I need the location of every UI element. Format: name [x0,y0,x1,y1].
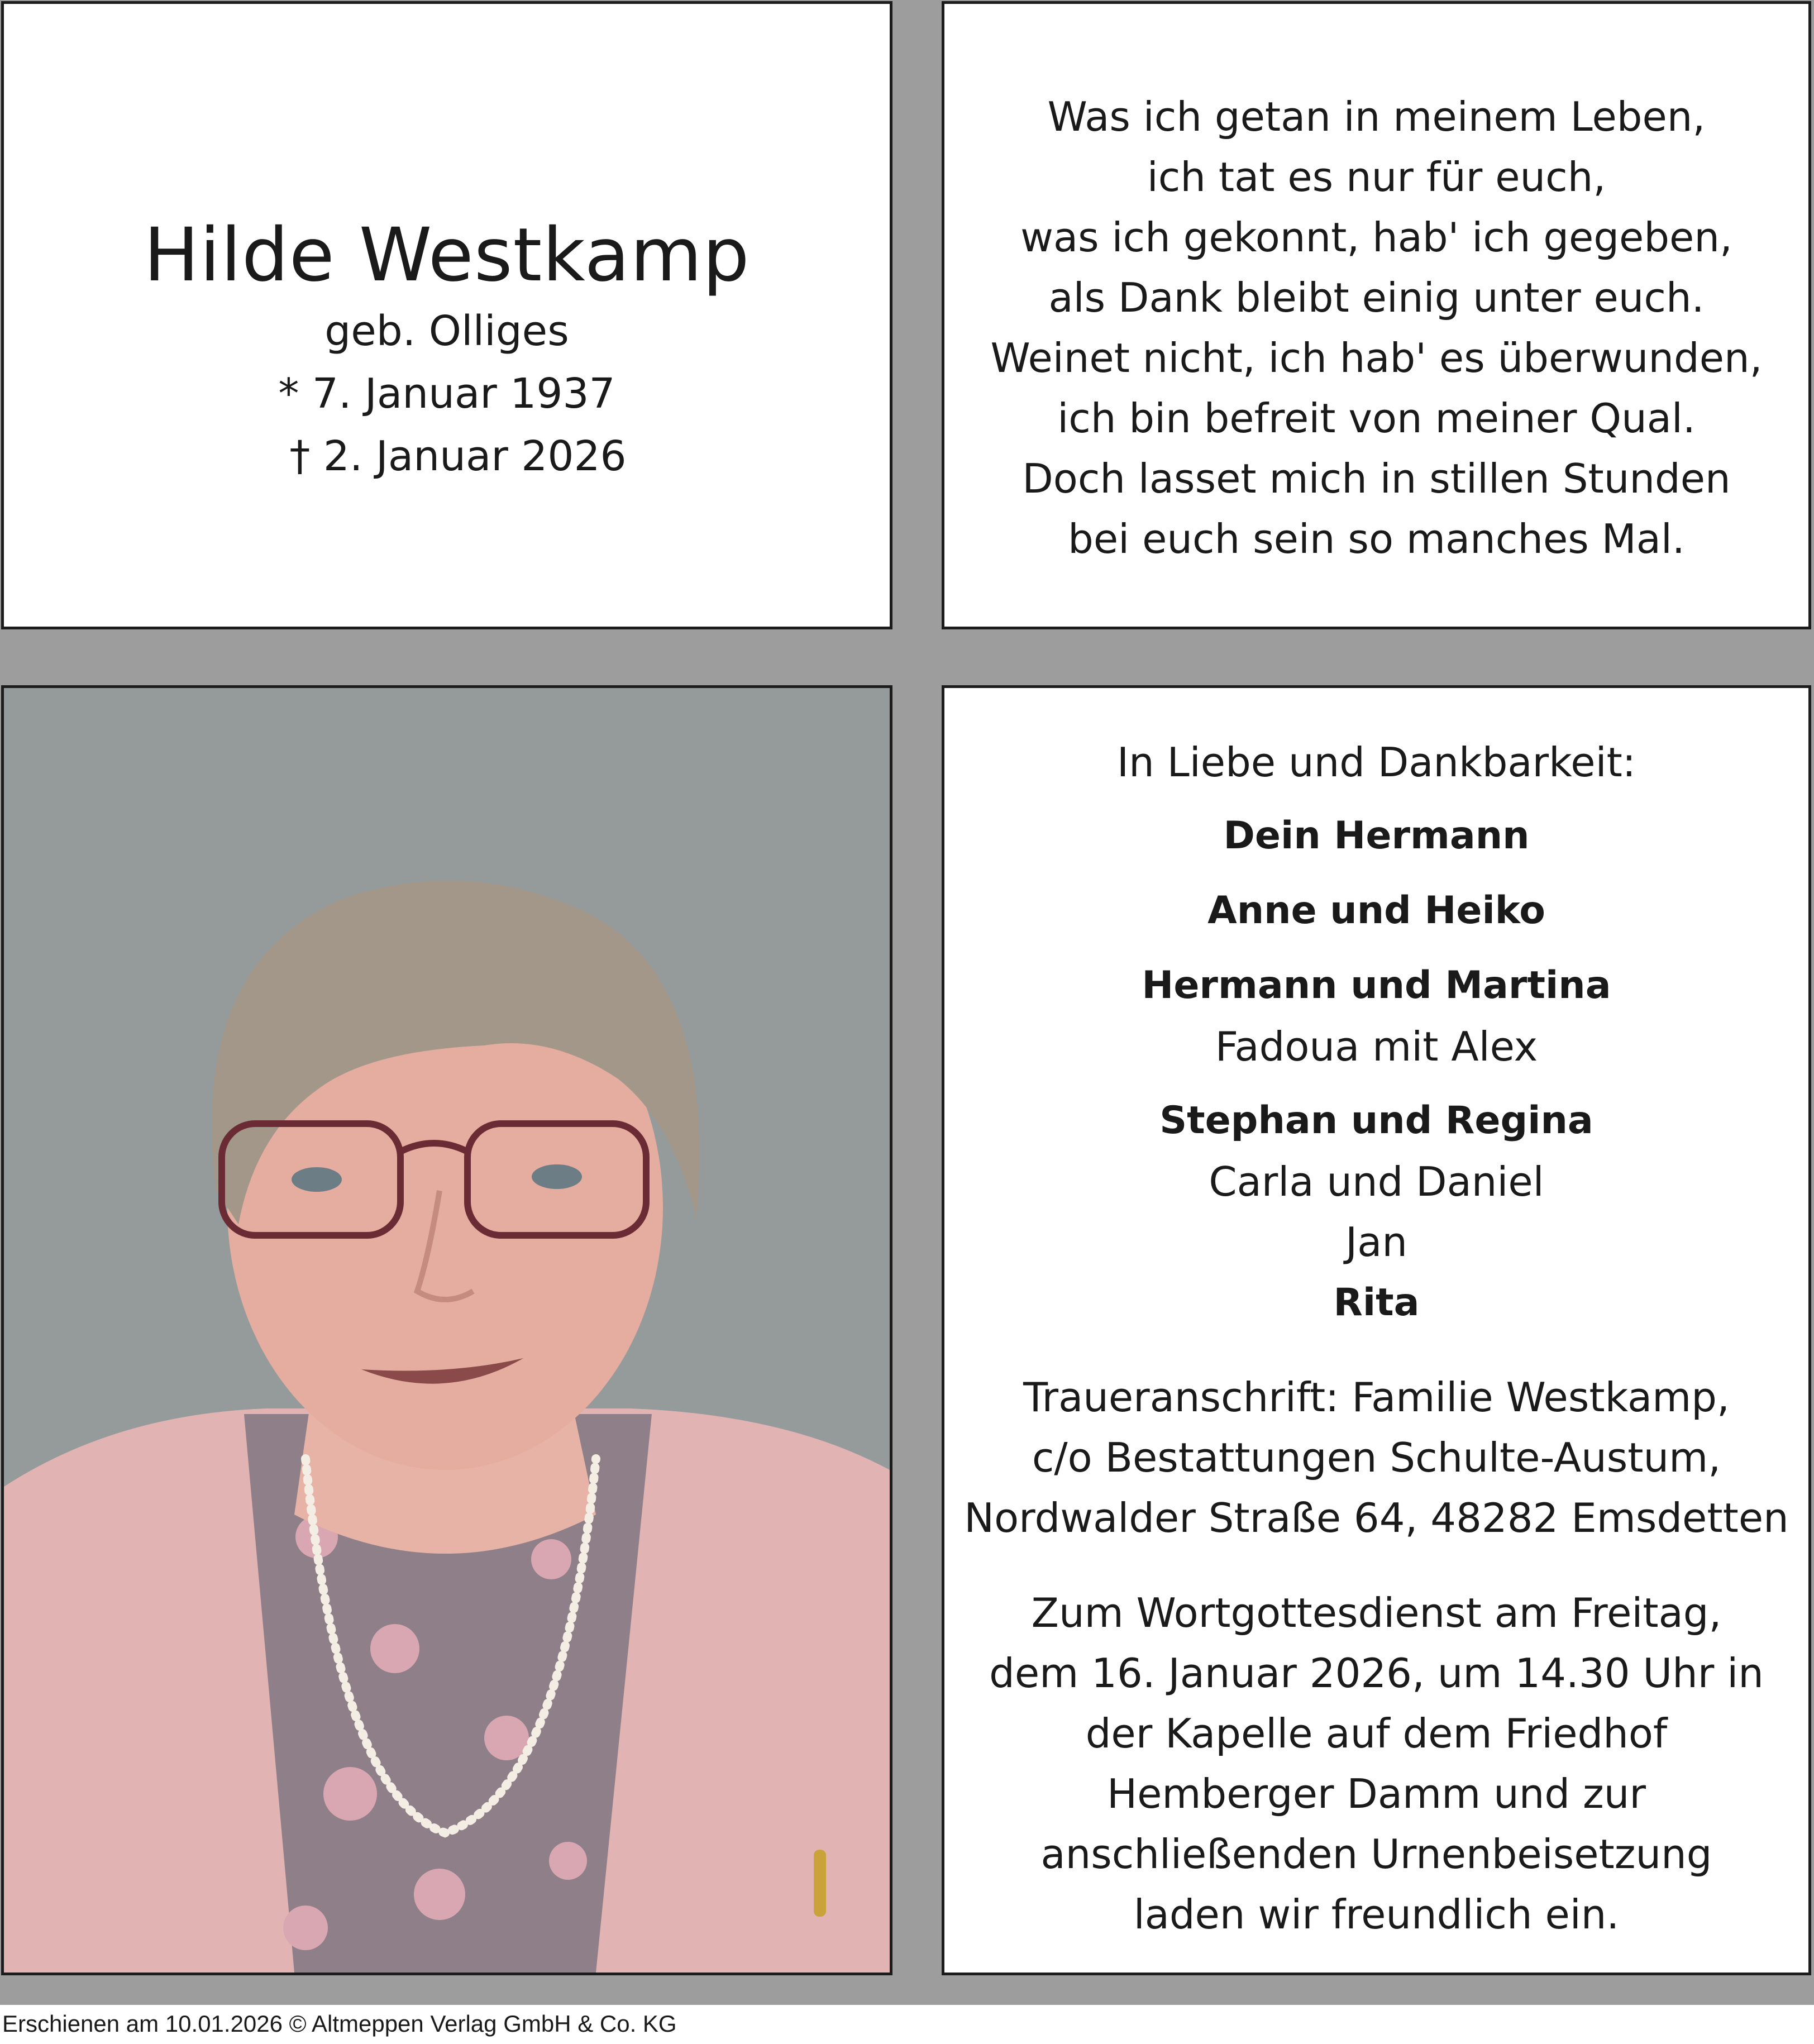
poem-line: Weinet nicht, ich hab' es überwunden, [990,335,1763,381]
family-panel [942,685,1811,1975]
poem-line: ich tat es nur für euch, [1147,154,1606,200]
service-line: anschließenden Urnenbeisetzung [1040,1831,1712,1878]
family-member: Dein Hermann [1223,814,1530,858]
death-date: † 2. Januar 2026 [289,432,627,480]
deceased-name: Hilde Westkamp [144,212,750,298]
address-line: Traueranschrift: Familie Westkamp, [1023,1374,1730,1421]
mourning-address [944,1367,1808,1548]
family-member: Anne und Heiko [1207,889,1545,933]
publication-footer: Erschienen am 10.01.2026 © Altmeppen Verlag GmbH & Co. KG [2,2010,677,2037]
poem-line: was ich gekonnt, hab' ich gegeben, [1020,214,1732,261]
service-line: der Kapelle auf dem Friedhof [1085,1710,1668,1757]
name-panel [1,1,892,629]
name-block [4,211,890,488]
address-line: c/o Bestattungen Schulte-Austum, [1032,1434,1721,1481]
family-member: Stephan und Regina [1159,1099,1593,1143]
poem-line: Was ich getan in meinem Leben, [1047,93,1706,140]
poem-line: ich bin befreit von meiner Qual. [1057,395,1696,442]
service-line: Zum Wortgottesdienst am Freitag, [1031,1589,1722,1636]
address-line: Nordwalder Straße 64, 48282 Emsdetten [964,1494,1789,1541]
family-member: Rita [1333,1281,1420,1325]
poem-line: Doch lasset mich in stillen Stunden [1022,455,1731,502]
portrait-illustration [4,688,890,1973]
family-member-sub: Fadoua mit Alex [1215,1023,1538,1070]
poem-panel [942,1,1811,629]
maiden-name: geb. Olliges [324,307,569,355]
poem [944,87,1808,569]
poem-line: bei euch sein so manches Mal. [1068,515,1685,562]
family-intro: In Liebe und Dankbarkeit: [1116,739,1636,786]
family-member-sub: Carla und Daniel [1209,1158,1544,1205]
poem-line: als Dank bleibt einig unter euch. [1048,274,1705,321]
birth-date: * 7. Januar 1937 [278,370,615,418]
family-member-sub: Jan [1345,1219,1407,1265]
portrait-photo [1,685,892,1975]
family-block [944,732,1808,1945]
family-member: Hermann und Martina [1142,963,1611,1007]
service-line: laden wir freundlich ein. [1133,1891,1620,1938]
service-line: Hemberger Damm und zur [1106,1770,1646,1817]
service-line: dem 16. Januar 2026, um 14.30 Uhr in [989,1650,1764,1697]
service-info [944,1583,1808,1945]
